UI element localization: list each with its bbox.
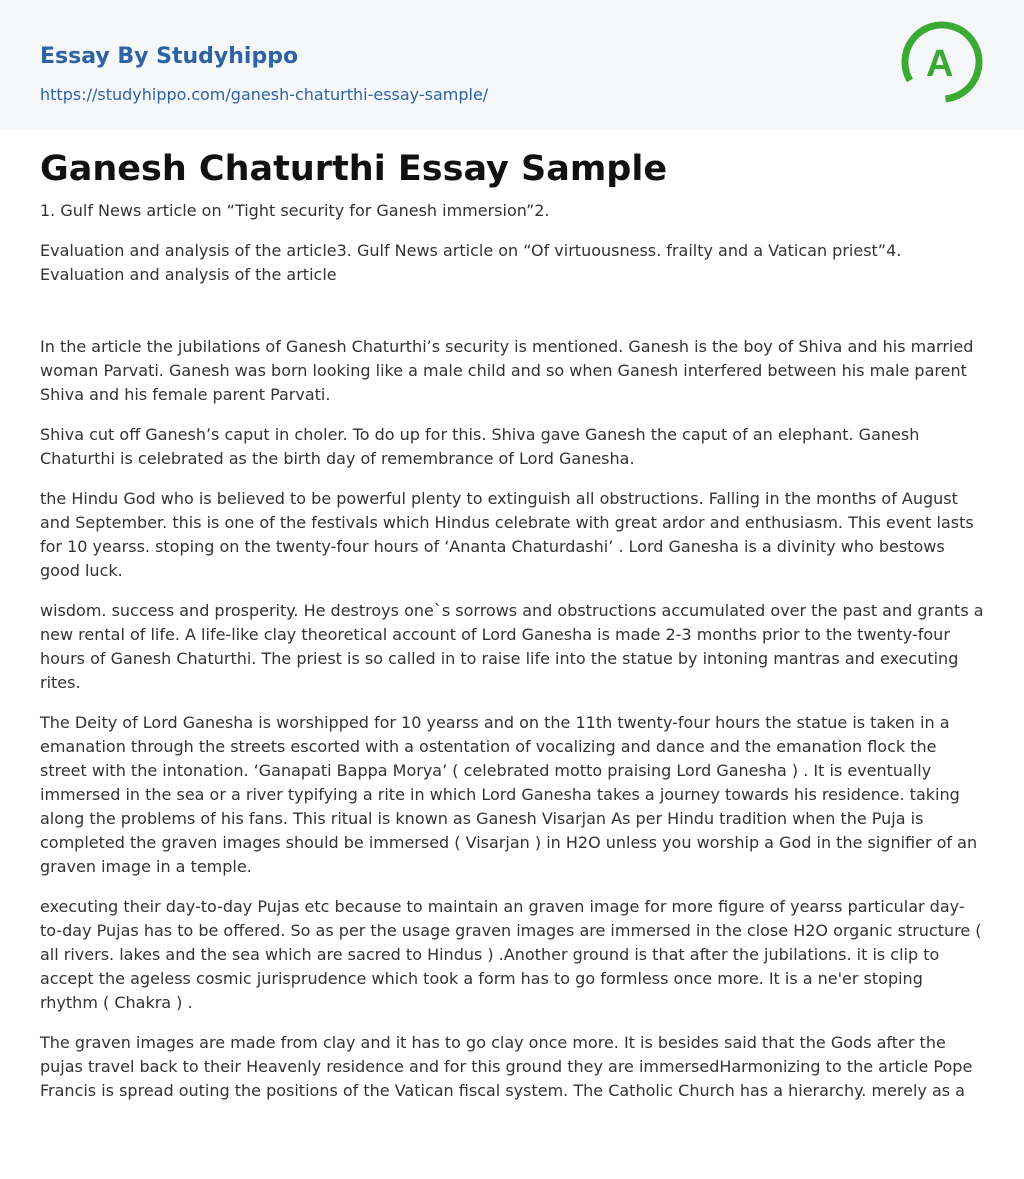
article-paragraph: the Hindu God who is believed to be powerful plenty to extinguish all obstructions. Falling in the months of August and September. this is one of the festivals which Hindus celebrate with great ardor and enthusiasm. This event lasts for 10 yearss. stoping on the twenty-four hours of ‘Ananta Chaturdashi’ . Lord Ganesha is a divinity who bestows good luck.: [40, 489, 974, 580]
studyhippo-logo-icon[interactable]: [900, 20, 984, 104]
site-header: [0, 0, 1024, 129]
article-paragraph: Shiva cut off Ganesh’s caput in choler. To do up for this. Shiva gave Ganesh the caput of an elephant. Ganesh Chaturthi is celebrated as the birth day of remembrance of Lord Ganesha.: [40, 425, 920, 468]
article-paragraph: wisdom. success and prosperity. He destroys one`s sorrows and obstructions accumulated over the past and grants a new rental of life. A life-like clay theoretical account of Lord Ganesha is made 2-3 months prior to the twenty-four hours of Ganesh Chaturthi. The priest is so called in to raise life into the statue by intoning mantras and executing rites.: [40, 601, 984, 692]
site-brand[interactable]: Essay By Studyhippo: [40, 44, 299, 69]
article-paragraph: executing their day-to-day Pujas etc because to maintain an graven image for more figure of yearss particular day-to-day Pujas has to be offered. So as per the usage graven images are immersed in the close H2O organic structure ( all rivers. lakes and the sea which are sacred to Hindus ) .Another ground is that after the jubilations. it is clip to accept the ageless cosmic jurisprudence which took a form has to go formless once more. It is a ne'er stoping rhythm ( Chakra ) .: [40, 897, 982, 1012]
intro-line: 1. Gulf News article on “Tight security for Ganesh immersion”2.: [40, 201, 550, 220]
article-paragraph: In the article the jubilations of Ganesh Chaturthi’s security is mentioned. Ganesh is the boy of Shiva and his married woman Parvati. Ganesh was born looking like a male child and so when Ganesh interfered between his male parent Shiva and his female parent Parvati.: [40, 337, 974, 404]
logo-letter: A: [926, 43, 954, 85]
intro-line: Evaluation and analysis of the article3. Gulf News article on “Of virtuousness. frailty and a Vatican priest”4. Evaluation and analysis of the article: [40, 241, 902, 284]
page-title: Ganesh Chaturthi Essay Sample: [40, 149, 668, 189]
source-url-link[interactable]: https://studyhippo.com/ganesh-chaturthi-essay-sample/: [40, 85, 489, 104]
article-paragraph: The graven images are made from clay and it has to go clay once more. It is besides said that the Gods after the pujas travel back to their Heavenly residence and for this ground they are immersedHarmonizing to the article Pope Francis is spread outing the positions of the Vatican fiscal system. The Catholic Church has a hierarchy. merely as a: [40, 1033, 973, 1100]
article-paragraph: The Deity of Lord Ganesha is worshipped for 10 yearss and on the 11th twenty-four hours the statue is taken in a emanation through the streets escorted with a ostentation of vocalizing and dance and the emanation flock the street with the intonation. ‘Ganapati Bappa Morya’ ( celebrated motto praising Lord Ganesha ) . It is eventually immersed in the sea or a river typifying a rite in which Lord Ganesha takes a journey towards his residence. taking along the problems of his fans. This ritual is known as Ganesh Visarjan As per Hindu tradition when the Puja is completed the graven images should be immersed ( Visarjan ) in H2O unless you worship a God in the signifier of an graven image in a temple.: [40, 713, 978, 876]
article-body: [0, 147, 1024, 1103]
